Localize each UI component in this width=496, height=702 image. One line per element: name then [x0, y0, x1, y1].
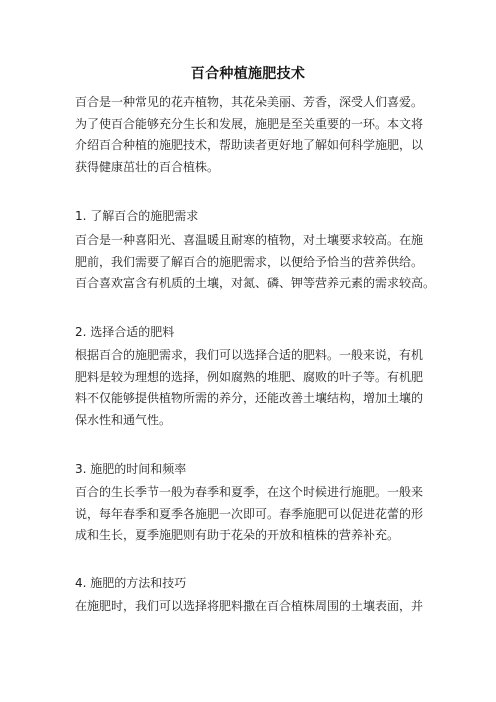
paragraph-line: 获得健康茁壮的百合植株。 [75, 159, 220, 174]
document-title: 百合种植施肥技术 [190, 66, 306, 82]
paragraph-line: 为了使百合能够充分生长和发展，施肥是至关重要的一环。本文将 [75, 116, 424, 131]
section-paragraph [75, 596, 431, 618]
paragraph-line: 百合是一种常见的花卉植物，其花朵美丽、芳香，深受人们喜爱。 [75, 95, 424, 109]
section-heading: 3. 施肥的时间和频率 [75, 462, 187, 476]
paragraph-line: 肥料是较为理想的选择，例如腐熟的堆肥、腐败的叶子等。有机肥 [75, 369, 424, 384]
section-paragraph [75, 345, 431, 431]
section-heading: 1. 了解百合的施肥需求 [75, 209, 199, 223]
paragraph-line: 在施肥时，我们可以选择将肥料撒在百合植株周围的土壤表面，并 [75, 599, 424, 613]
paragraph-line: 成和生长，夏季施肥则有助于花朵的开放和植株的营养补充。 [75, 528, 400, 542]
paragraph-line: 保水性和通气性。 [75, 412, 172, 427]
paragraph-line: 百合的生长季节一般为春季和夏季，在这个时候进行施肥。一般来 [75, 485, 424, 499]
paragraph-line: 介绍百合种植的施肥技术，帮助读者更好地了解如何科学施肥，以 [75, 138, 424, 152]
section-paragraph [75, 230, 436, 295]
paragraph-line: 料不仅能够提供植物所需的养分，还能改善土壤结构，增加土壤的 [75, 391, 424, 405]
section-paragraph [75, 482, 431, 547]
section-heading: 4. 施肥的方法和技巧 [75, 576, 187, 590]
paragraph-line: 百合是一种喜阳光、喜温暖且耐寒的植物，对土壤要求较高。在施 [75, 233, 424, 247]
paragraph-line: 说，每年春季和夏季各施肥一次即可。春季施肥可以促进花蕾的形 [75, 506, 424, 521]
paragraph-line: 百合喜欢富含有机质的土壤，对氮、磷、钾等营养元素的需求较高。 [75, 276, 436, 290]
paragraph-line: 根据百合的施肥需求，我们可以选择合适的肥料。一般来说，有机 [75, 348, 424, 362]
paragraph-line: 肥前，我们需要了解百合的施肥需求，以便给予恰当的营养供给。 [75, 254, 424, 269]
intro-paragraph [75, 92, 431, 178]
section-heading: 2. 选择合适的肥料 [75, 325, 175, 339]
